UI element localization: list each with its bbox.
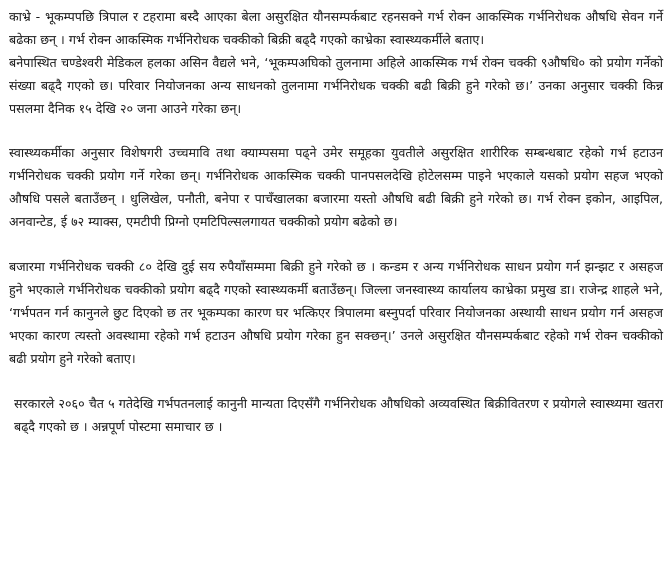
article-body [9,5,663,438]
paragraph-spacer [9,120,663,141]
paragraph-2: बनेपास्थित चण्डेश्वरी मेडिकल हलका असिन वैद्यले भने, ‘भूकम्पअघिको तुलनामा अहिले आकस्मिक गर्भ रोक्न चक्की ९औषधि० को प्रयोग गर्नेको संख्या बढ्दै गएको छ। परिवार नियोजनका अन्य साधनको तुलनामा गर्भनिरोधक चक्की बढी बिक्री हुने गरेको छ।’ उनका अनुसार चक्की किन्न पसलमा दैनिक १५ देखि २० जना आउने गरेका छन्। [9,55,663,116]
paragraph-1: काभ्रे - भूकम्पपछि त्रिपाल र टहरामा बस्दै आएका बेला असुरक्षित यौनसम्पर्कबाट रहनसक्ने गर्भ रोक्न आकस्मिक गर्भनिरोधक औषधि सेवन गर्ने बढेका छन् । गर्भ रोक्न आकस्मिक गर्भनिरोधक चक्कीको बिक्री बढ्दै गएको काभ्रेका स्वास्थ्यकर्मीले बताए। [9,9,663,47]
paragraph-5: सरकारले २०६० चैत ५ गतेदेखि गर्भपतनलाई कानुनी मान्यता दिएसँगै गर्भनिरोधक औषधिको अव्यवस्थित बिक्रीवितरण र प्रयोगले स्वास्थ्यमा खतरा बढ्दै गएको छ । अन्नपूर्ण पोस्टमा समाचार छ । [14,396,663,434]
paragraph-4: बजारमा गर्भनिरोधक चक्की ८० देखि दुई सय रुपैयाँसम्ममा बिक्री हुने गरेको छ । कन्डम र अन्य गर्भनिरोधक साधन प्रयोग गर्न झन्झट र असहज हुने भएकाले गर्भनिरोधक चक्कीको प्रयोग बढ्दै गएको स्वास्थ्यकर्मी बताउँछन्। जिल्ला जनस्वास्थ्य कार्यालय काभ्रेका प्रमुख डा। राजेन्द्र शाहले भने, ‘गर्भपतन गर्न कानुनले छुट दिएको छ तर भूकम्पका कारण घर भत्किएर त्रिपालमा बस्नुपर्दा परिवार नियोजनका अस्थायी साधन प्रयोग गर्न असहज भएका कारण त्यस्तो अवस्थामा रहेको गर्भ हटाउन औषधि प्रयोग गरेका हुन सक्छन्।’ उनले असुरक्षित यौनसम्पर्कबाट रहेको गर्भ रोक्न चक्कीको बढी प्रयोग हुने गरेको बताए। [9,259,663,366]
paragraph-spacer [9,233,663,255]
paragraph-3: स्वास्थ्यकर्मीका अनुसार विशेषगरी उच्चमावि तथा क्याम्पसमा पढ्ने उमेर समूहका युवतीले असुरक्षित शारीरिक सम्बन्धबाट रहेको गर्भ हटाउन गर्भनिरोधक चक्की प्रयोग गर्ने गरेका छन्। गर्भनिरोधक आकस्मिक चक्की पानपसलदेखि होटेलसम्म पाइने भएकाले यसको प्रयोग सहज भएको औषधि पसले बताउँछन् । धुलिखेल, पनौती, बनेपा र पाचँखालका बजारमा यस्तो औषधि बढी बिक्री हुने गरेको छ। गर्भ रोक्न इकोन, आइपिल, अनवान्टेड, ई ७२ म्याक्स, एमटीपी प्रिग्नो एमटिपिल्सलगायत चक्कीको प्रयोग बढेको छ। [9,145,663,229]
paragraph-spacer [9,370,663,392]
